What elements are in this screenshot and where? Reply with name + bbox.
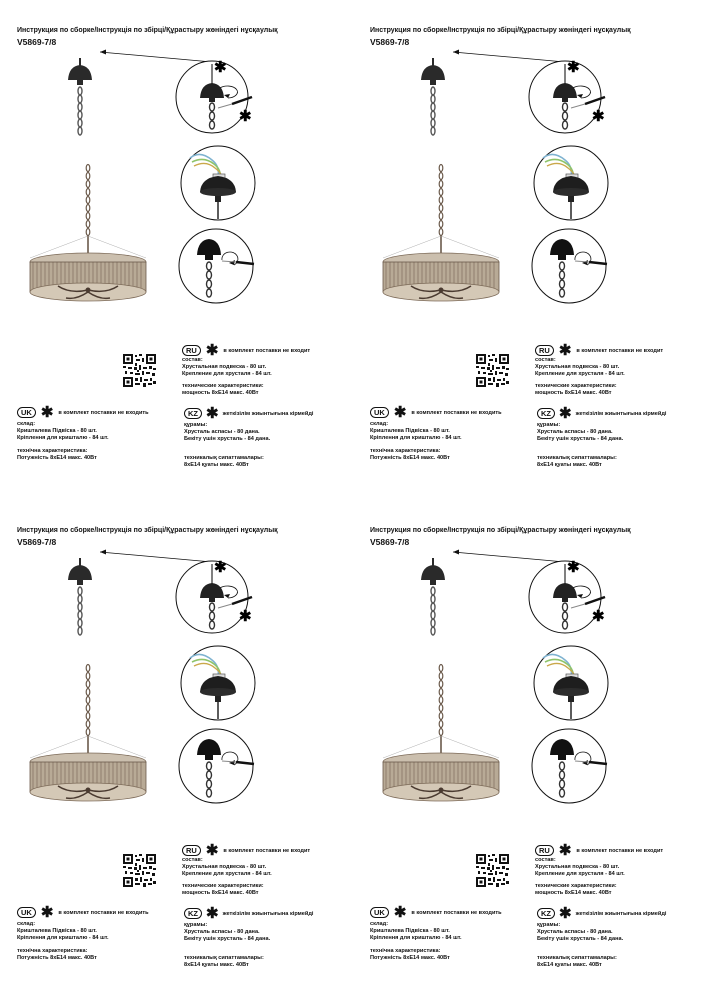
kz-composition-item: Бекіту үшін хрусталь - 84 дана.: [184, 436, 271, 442]
detail-circle-cap: [179, 229, 254, 303]
model-code: V5869-7/8: [17, 537, 57, 547]
ru-language-badge: RU: [535, 845, 554, 856]
ru-tech-specs: [182, 883, 264, 897]
not-included-star-icon: ✱: [40, 903, 54, 921]
kz-tech-label: техникалық сипаттамалары:: [537, 455, 617, 461]
pointer-arrow: [100, 50, 212, 63]
ru-tech-value: мощность 8xE14 макс. 40Вт: [182, 390, 259, 396]
uk-not-included-note: в комплект поставки не входить: [58, 409, 149, 416]
instruction-copy-2: [353, 0, 706, 500]
uk-composition-label: склад:: [370, 421, 389, 427]
uk-tech-value: Потужність 8xE14 макс. 40Вт: [370, 455, 450, 461]
uk-legend-row: [17, 903, 149, 921]
not-included-star-icon: ✱: [559, 404, 572, 422]
kz-composition-item: Хрусталь аспасы - 80 дана.: [184, 429, 260, 435]
uk-tech-value: Потужність 8xE14 макс. 40Вт: [17, 455, 97, 461]
uk-composition: [17, 421, 109, 442]
ru-legend-row: [182, 841, 311, 859]
pointer-arrow: [453, 550, 565, 563]
kz-tech-label: техникалық сипаттамалары:: [184, 955, 264, 961]
kz-composition-item: Хрусталь аспасы - 80 дана.: [537, 429, 613, 435]
uk-composition-label: склад:: [17, 921, 36, 927]
model-code: V5869-7/8: [17, 37, 57, 47]
detail-circle-cap: [532, 229, 607, 303]
kz-language-badge: KZ: [184, 408, 202, 419]
chandelier-figure: [383, 165, 499, 302]
uk-composition-item: Кріплення для кришталю - 84 шт.: [370, 935, 462, 941]
uk-composition-item: Кришталева Підвіска - 80 шт.: [17, 928, 97, 934]
uk-composition-item: Кришталева Підвіска - 80 шт.: [370, 928, 450, 934]
ru-composition-item: Хрустальная подвеска - 80 шт.: [535, 864, 620, 870]
uk-tech-label: технічна характеристика:: [370, 448, 441, 454]
kz-legend-row: [184, 904, 314, 922]
ru-composition: [535, 857, 625, 878]
canopy-chain-figure: [421, 58, 445, 135]
ru-legend-row: [535, 341, 664, 359]
uk-composition: [370, 421, 462, 442]
star-mark-2: ✱: [592, 608, 605, 625]
ru-composition-label: состав:: [182, 357, 203, 363]
ru-language-badge: RU: [182, 845, 201, 856]
kz-composition-label: құрамы:: [184, 922, 208, 928]
kz-composition: [537, 922, 623, 943]
ru-legend-row: [535, 841, 664, 859]
kz-tech-specs: [537, 455, 617, 469]
kz-composition-label: құрамы:: [537, 922, 561, 928]
ru-not-included-note: в комплект поставки не входит: [576, 347, 664, 354]
uk-not-included-note: в комплект поставки не входить: [58, 909, 149, 916]
star-mark-1: ✱: [214, 559, 227, 576]
uk-composition-item: Кришталева Підвіска - 80 шт.: [370, 428, 450, 434]
uk-language-badge: UK: [370, 407, 389, 418]
instruction-copy-4: [353, 500, 706, 1000]
pointer-arrow: [100, 550, 212, 563]
kz-tech-specs: [184, 455, 264, 469]
ru-composition: [182, 857, 272, 878]
uk-legend-row: [370, 903, 502, 921]
qr-code[interactable]: [123, 854, 156, 887]
uk-legend-row: [17, 403, 149, 421]
star-mark-2: ✱: [239, 108, 252, 125]
kz-composition-item: Бекіту үшін хрусталь - 84 дана.: [537, 936, 624, 942]
kz-not-included-note: жеткізілім жиынтығына кірмейді: [575, 910, 667, 917]
chandelier-figure: [30, 665, 146, 802]
uk-composition-item: Кріплення для кришталю - 84 шт.: [17, 935, 109, 941]
ru-tech-specs: [535, 883, 617, 897]
ru-language-badge: RU: [535, 345, 554, 356]
uk-legend-row: [370, 403, 502, 421]
star-mark-1: ✱: [214, 59, 227, 76]
ru-composition-item: Крепление для хрусталя - 84 шт.: [182, 371, 272, 377]
instruction-title: Инструкция по сборке/Інструкція по збірці/Құрастыру жөніндегі нұсқаулық: [370, 527, 631, 534]
kz-language-badge: KZ: [537, 408, 555, 419]
kz-not-included-note: жеткізілім жиынтығына кірмейді: [222, 410, 314, 417]
ru-not-included-note: в комплект поставки не входит: [223, 347, 311, 354]
detail-circle-cap: [179, 729, 254, 803]
not-included-star-icon: ✱: [206, 904, 219, 922]
kz-composition: [184, 422, 270, 443]
uk-language-badge: UK: [17, 907, 36, 918]
model-code: V5869-7/8: [370, 537, 410, 547]
star-mark-1: ✱: [567, 59, 580, 76]
ru-composition: [182, 357, 272, 378]
star-mark-1: ✱: [567, 559, 580, 576]
kz-tech-value: 8xE14 қуаты макс. 40Вт: [184, 462, 249, 468]
kz-legend-row: [184, 404, 314, 422]
kz-tech-label: техникалық сипаттамалары:: [184, 455, 264, 461]
ru-tech-label: технические характеристики:: [182, 883, 264, 889]
canopy-chain-figure: [68, 58, 92, 135]
kz-composition-item: Хрусталь аспасы - 80 дана.: [184, 929, 260, 935]
star-mark-2: ✱: [592, 108, 605, 125]
not-included-star-icon: ✱: [205, 341, 219, 359]
detail-circle-wiring: [534, 146, 608, 220]
ru-composition-item: Крепление для хрусталя - 84 шт.: [182, 871, 272, 877]
chandelier-figure: [383, 665, 499, 802]
ru-composition-item: Хрустальная подвеска - 80 шт.: [182, 364, 267, 370]
kz-composition-label: құрамы:: [537, 422, 561, 428]
ru-not-included-note: в комплект поставки не входит: [223, 847, 311, 854]
uk-composition-item: Кріплення для кришталю - 84 шт.: [370, 435, 462, 441]
uk-not-included-note: в комплект поставки не входить: [411, 409, 502, 416]
ru-composition: [535, 357, 625, 378]
ru-tech-specs: [182, 383, 264, 397]
model-code: V5869-7/8: [370, 37, 410, 47]
kz-composition-item: Бекіту үшін хрусталь - 84 дана.: [184, 936, 271, 942]
uk-tech-specs: [370, 948, 450, 962]
instruction-copy-3: [0, 500, 353, 1000]
kz-tech-specs: [184, 955, 264, 969]
ru-legend-row: [182, 341, 311, 359]
uk-tech-specs: [17, 948, 97, 962]
ru-composition-item: Крепление для хрусталя - 84 шт.: [535, 371, 625, 377]
kz-composition-label: құрамы:: [184, 422, 208, 428]
ru-composition-item: Хрустальная подвеска - 80 шт.: [535, 364, 620, 370]
canopy-chain-figure: [421, 558, 445, 635]
uk-tech-specs: [370, 448, 450, 462]
chandelier-figure: [30, 165, 146, 302]
qr-code[interactable]: [123, 354, 156, 387]
not-included-star-icon: ✱: [40, 403, 54, 421]
detail-circle-wiring: [534, 646, 608, 720]
kz-legend-row: [537, 904, 667, 922]
kz-composition: [537, 422, 623, 443]
kz-not-included-note: жеткізілім жиынтығына кірмейді: [222, 910, 314, 917]
ru-tech-specs: [535, 383, 617, 397]
kz-composition: [184, 922, 270, 943]
kz-tech-specs: [537, 955, 617, 969]
kz-composition-item: Бекіту үшін хрусталь - 84 дана.: [537, 436, 624, 442]
uk-tech-label: технічна характеристика:: [17, 948, 88, 954]
not-included-star-icon: ✱: [559, 904, 572, 922]
ru-tech-label: технические характеристики:: [535, 883, 617, 889]
not-included-star-icon: ✱: [393, 903, 407, 921]
instruction-title: Инструкция по сборке/Інструкція по збірці/Құрастыру жөніндегі нұсқаулық: [370, 27, 631, 34]
uk-composition-label: склад:: [17, 421, 36, 427]
uk-tech-value: Потужність 8xE14 макс. 40Вт: [370, 955, 450, 961]
kz-not-included-note: жеткізілім жиынтығына кірмейді: [575, 410, 667, 417]
qr-code[interactable]: [476, 854, 509, 887]
kz-tech-value: 8xE14 қуаты макс. 40Вт: [184, 962, 249, 968]
ru-tech-label: технические характеристики:: [182, 383, 264, 389]
kz-tech-label: техникалық сипаттамалары:: [537, 955, 617, 961]
uk-composition-item: Кріплення для кришталю - 84 шт.: [17, 435, 109, 441]
uk-not-included-note: в комплект поставки не входить: [411, 909, 502, 916]
ru-composition-label: состав:: [535, 357, 556, 363]
kz-composition-item: Хрусталь аспасы - 80 дана.: [537, 929, 613, 935]
uk-language-badge: UK: [17, 407, 36, 418]
uk-composition: [370, 921, 462, 942]
ru-language-badge: RU: [182, 345, 201, 356]
instruction-copy-1: [0, 0, 353, 500]
uk-language-badge: UK: [370, 907, 389, 918]
detail-circle-cap: [532, 729, 607, 803]
uk-tech-specs: [17, 448, 97, 462]
ru-tech-value: мощность 8xE14 макс. 40Вт: [535, 890, 612, 896]
qr-code[interactable]: [476, 354, 509, 387]
detail-circle-wiring: [181, 146, 255, 220]
kz-legend-row: [537, 404, 667, 422]
not-included-star-icon: ✱: [558, 341, 572, 359]
uk-composition-item: Кришталева Підвіска - 80 шт.: [17, 428, 97, 434]
kz-language-badge: KZ: [184, 908, 202, 919]
kz-tech-value: 8xE14 қуаты макс. 40Вт: [537, 462, 602, 468]
instruction-title: Инструкция по сборке/Інструкція по збірці/Құрастыру жөніндегі нұсқаулық: [17, 527, 278, 534]
instruction-title: Инструкция по сборке/Інструкція по збірці/Құрастыру жөніндегі нұсқаулық: [17, 27, 278, 34]
not-included-star-icon: ✱: [393, 403, 407, 421]
uk-tech-label: технічна характеристика:: [17, 448, 88, 454]
uk-composition: [17, 921, 109, 942]
ru-composition-item: Хрустальная подвеска - 80 шт.: [182, 864, 267, 870]
ru-not-included-note: в комплект поставки не входит: [576, 847, 664, 854]
detail-circle-wiring: [181, 646, 255, 720]
not-included-star-icon: ✱: [558, 841, 572, 859]
ru-tech-value: мощность 8xE14 макс. 40Вт: [182, 890, 259, 896]
uk-tech-label: технічна характеристика:: [370, 948, 441, 954]
canopy-chain-figure: [68, 558, 92, 635]
kz-tech-value: 8xE14 қуаты макс. 40Вт: [537, 962, 602, 968]
kz-language-badge: KZ: [537, 908, 555, 919]
ru-composition-item: Крепление для хрусталя - 84 шт.: [535, 871, 625, 877]
ru-composition-label: состав:: [182, 857, 203, 863]
uk-composition-label: склад:: [370, 921, 389, 927]
ru-composition-label: состав:: [535, 857, 556, 863]
not-included-star-icon: ✱: [205, 841, 219, 859]
ru-tech-value: мощность 8xE14 макс. 40Вт: [535, 390, 612, 396]
not-included-star-icon: ✱: [206, 404, 219, 422]
ru-tech-label: технические характеристики:: [535, 383, 617, 389]
pointer-arrow: [453, 50, 565, 63]
uk-tech-value: Потужність 8xE14 макс. 40Вт: [17, 955, 97, 961]
star-mark-2: ✱: [239, 608, 252, 625]
